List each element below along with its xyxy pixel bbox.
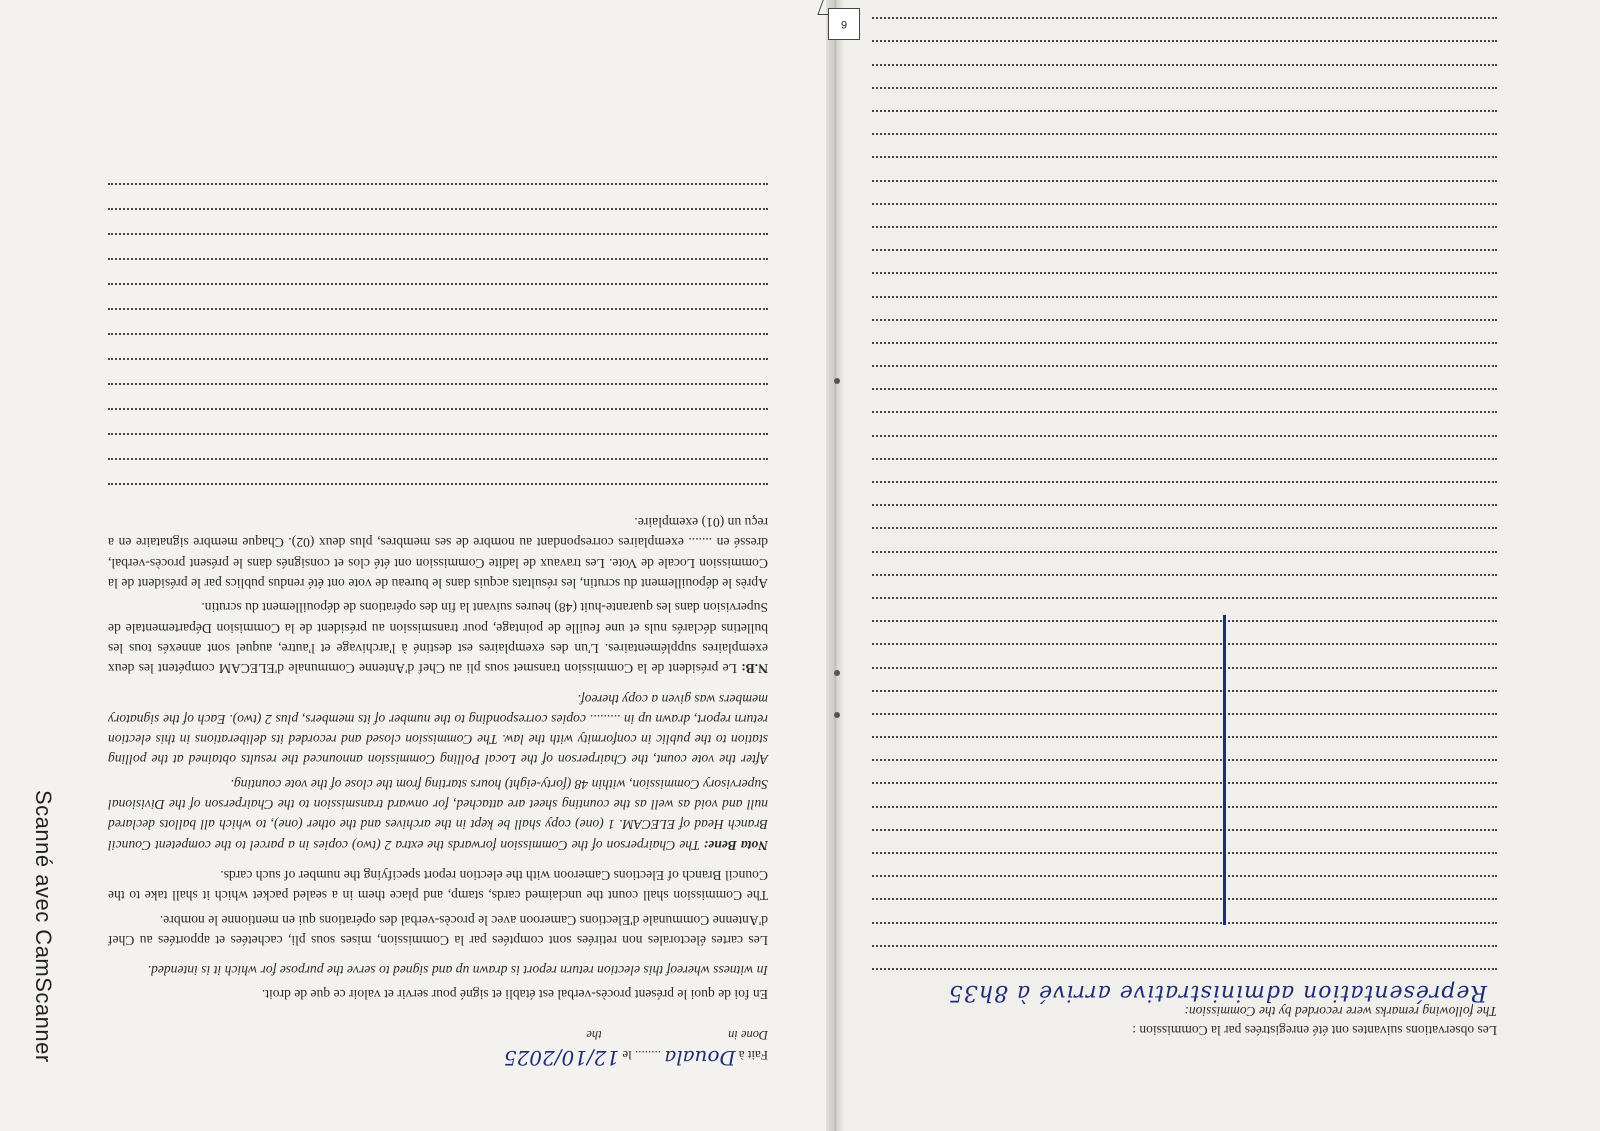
ruled-dotted-line bbox=[872, 713, 1497, 736]
ruled-dotted-line bbox=[872, 110, 1497, 133]
handwritten-vertical-stroke bbox=[1223, 615, 1226, 925]
depouillement-fr: Après le dépouillement du scrutin, les résultats acquis dans le bureau de vote ont été rendus publics par le président de la Commission Locale de Vote. Les travaux de ladite Commission ont été clos et consignés dans le présent procès-verbal, dressé en ....... exemplaires correspondant au nombre de ses membres, plus deux (02). Chaque membre signataire en a reçu un (01) exemplaire. bbox=[108, 515, 768, 592]
ruled-dotted-line bbox=[872, 156, 1497, 179]
nb-fr bbox=[108, 597, 768, 678]
ruled-dotted-line bbox=[872, 481, 1497, 504]
ruled-dotted-line bbox=[872, 435, 1497, 458]
handwritten-date: 12/10/2025 bbox=[503, 1046, 620, 1070]
cards-en: The Commission shall count the unclaimed cards, stamp, and place them in a sealed packet which it shall take to the Council Branch of Elections Cameroon with the election report specifying the number of such cards. bbox=[108, 867, 768, 904]
ruled-dotted-line bbox=[108, 433, 768, 458]
binding-staple bbox=[834, 712, 840, 718]
witness-fr: En foi de quoi le présent procès-verbal est établi et signé pour servir et valoir ce que de droit. bbox=[261, 987, 768, 1003]
ruled-dotted-line bbox=[872, 17, 1497, 40]
nota-bene-en bbox=[108, 773, 768, 854]
ruled-dotted-line bbox=[108, 283, 768, 308]
signature-place-date: Fait à Douala ........ le 12/10/2025 Done in the bbox=[503, 1027, 768, 1070]
ruled-dotted-line bbox=[872, 829, 1497, 852]
page-number: 6 bbox=[828, 8, 860, 40]
ruled-dotted-line bbox=[872, 64, 1497, 87]
ruled-dotted-line bbox=[872, 574, 1497, 597]
done-in-label: Done in bbox=[728, 1027, 768, 1042]
ruled-dotted-line bbox=[872, 203, 1497, 226]
witness-en: In witness whereof this election return report is drawn up and signed to serve the purpose for which it is intended. bbox=[147, 963, 768, 979]
ruled-dotted-line bbox=[108, 333, 768, 358]
ruled-dotted-line bbox=[872, 783, 1497, 806]
ruled-dotted-line bbox=[108, 458, 768, 483]
ruled-dotted-line bbox=[108, 183, 768, 208]
ruled-dotted-line bbox=[872, 504, 1497, 527]
ruled-dotted-line bbox=[872, 945, 1497, 968]
ruled-dotted-line bbox=[872, 458, 1497, 481]
ruled-dotted-line bbox=[872, 898, 1497, 921]
ruled-dotted-line bbox=[872, 41, 1497, 64]
ruled-dotted-line bbox=[872, 736, 1497, 759]
ruled-dotted-line bbox=[108, 308, 768, 333]
ruled-dotted-line bbox=[872, 342, 1497, 365]
ruled-dotted-line bbox=[872, 922, 1497, 945]
ruled-dotted-line bbox=[872, 690, 1497, 713]
ruled-dotted-line bbox=[872, 412, 1497, 435]
ruled-dotted-line bbox=[872, 667, 1497, 690]
fait-a-label: Fait à bbox=[738, 1048, 768, 1063]
ruled-dotted-line bbox=[872, 296, 1497, 319]
ruled-dotted-line bbox=[872, 272, 1497, 295]
remarks-header-fr: Les observations suivantes ont été enregistrées par la Commission : bbox=[1132, 1023, 1497, 1038]
nota-bene-label: Nota Bene: bbox=[703, 837, 768, 853]
ruled-dotted-line bbox=[872, 620, 1497, 643]
ruled-dotted-line bbox=[872, 875, 1497, 898]
ruled-dotted-line bbox=[872, 597, 1497, 620]
left-ruled-lines bbox=[108, 183, 768, 508]
ruled-dotted-line bbox=[872, 388, 1497, 411]
ruled-dotted-line bbox=[872, 180, 1497, 203]
ruled-dotted-line bbox=[108, 383, 768, 408]
ruled-dotted-line bbox=[108, 358, 768, 383]
ruled-dotted-line bbox=[872, 759, 1497, 782]
le-label: le bbox=[622, 1048, 632, 1063]
ruled-dotted-line bbox=[872, 0, 1497, 17]
ruled-dotted-line bbox=[872, 87, 1497, 110]
binding-staple bbox=[834, 670, 840, 676]
ruled-dotted-line bbox=[108, 408, 768, 433]
right-ruled-lines bbox=[872, 0, 1497, 968]
ruled-dotted-line bbox=[872, 226, 1497, 249]
camscanner-watermark: Scanné avec CamScanner bbox=[31, 790, 56, 1063]
ruled-dotted-line bbox=[872, 249, 1497, 272]
cards-fr: Les cartes électorales non retirées sont comptées par la Commission, mises sous pli, cachetées et apportées au Chef d'Antenne Communale d'Elections Cameroon avec le procès-verbal des opérations qui en mentionne le nombre. bbox=[108, 912, 768, 948]
ruled-dotted-line bbox=[872, 365, 1497, 388]
remarks-header-en: The following remarks were recorded by the Commission: bbox=[1184, 1004, 1497, 1019]
ruled-dotted-line bbox=[872, 527, 1497, 550]
ruled-dotted-line bbox=[872, 852, 1497, 875]
ruled-dotted-line bbox=[872, 551, 1497, 574]
right-page-content bbox=[872, 20, 1497, 1040]
ruled-dotted-line bbox=[872, 133, 1497, 156]
the-label: the bbox=[586, 1027, 602, 1042]
binding-staple bbox=[834, 378, 840, 384]
ruled-dotted-line bbox=[108, 483, 768, 508]
nota-bene-text: The Chairperson of the Commission forwards the extra 2 (two) copies in a parcel to the competent Council Branch Head of ELECAM. 1 (one) copy shall be kept in the archives and the other (one), to which all ballots declared null and void as well as the counting sheet are attached, for onward transmission to the Chairperson of the Divisional Supervisory Commission, within 48 (forty-eight) hours starting from the close of the vote counting. bbox=[108, 776, 768, 853]
ruled-dotted-line bbox=[872, 806, 1497, 829]
vote-count-en: After the vote count, the Chairperson of the Local Polling Commission announced the results obtained at the polling station to the public in conformity with the law. The Commission closed and recorded its deliberations in this election return report, drawn up in ......... copies corresponding to the number of its members, plus 2 (two). Each of the signatory members was given a copy thereof. bbox=[108, 691, 768, 768]
ruled-dotted-line bbox=[108, 208, 768, 233]
handwritten-place: Douala bbox=[664, 1046, 736, 1070]
nb-label: N.B: bbox=[741, 661, 768, 677]
ruled-dotted-line bbox=[872, 319, 1497, 342]
ruled-dotted-line bbox=[108, 233, 768, 258]
left-page-content bbox=[108, 128, 768, 1068]
handwritten-remark: Représentation administrative arrivé à 8h35 bbox=[872, 968, 1497, 1002]
ruled-dotted-line bbox=[872, 643, 1497, 666]
binding-gutter bbox=[826, 0, 844, 1131]
ruled-dotted-line bbox=[108, 258, 768, 283]
nb-fr-text: Le président de la Commission transmet sous pli au Chef d'Antenne Communale d'ELECAM compétent les deux exemplaires supplémentaires. L'un des exemplaires est destiné à l'archivage et l'autre, auquel sont annexés tous les bulletins déclarés nuls et une feuille de pointage, pour transmission au président de la Commision Départementale de Supervision dans les quarante-huit (48) heures suivant la fin des opérations de dépouillement du scrutin. bbox=[108, 600, 768, 677]
